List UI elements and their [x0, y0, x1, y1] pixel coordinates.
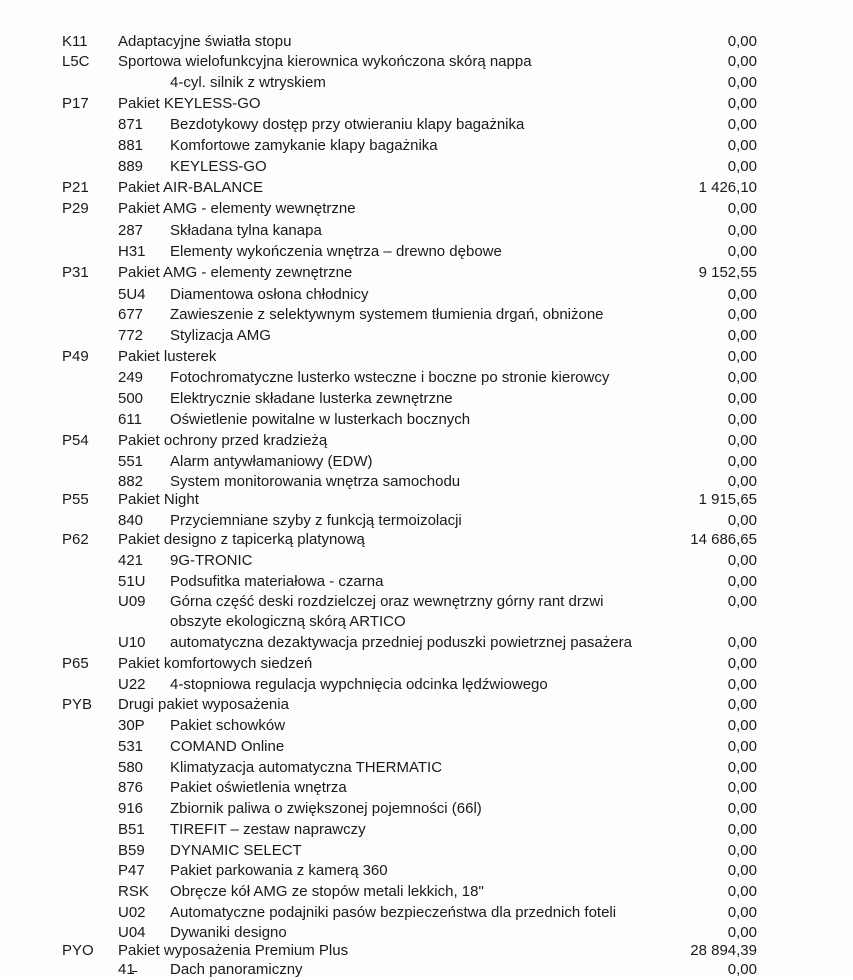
- option-price: 0,00: [727, 717, 757, 734]
- option-price: 9 152,55: [698, 264, 757, 281]
- option-description: automatyczna dezaktywacja przedniej poduszki powietrznej pasażera: [170, 634, 632, 651]
- list-item: [0, 263, 853, 283]
- option-price: 28 894,39: [690, 942, 757, 959]
- option-description: Klimatyzacja automatyczna THERMATIC: [170, 759, 443, 776]
- option-description: Składana tylna kanapa: [170, 222, 322, 239]
- option-price: 0,00: [727, 961, 757, 978]
- list-item: [0, 472, 853, 492]
- list-item: [0, 861, 853, 881]
- option-code: 531: [118, 738, 144, 755]
- option-description: Diamentowa osłona chłodnicy: [170, 286, 369, 303]
- option-description: Stylizacja AMG: [170, 327, 271, 344]
- option-price: 0,00: [727, 634, 757, 651]
- list-item: [0, 612, 853, 632]
- option-code: 287: [118, 222, 144, 239]
- list-item: [0, 368, 853, 388]
- list-item: [0, 551, 853, 571]
- option-description: Bezdotykowy dostęp przy otwieraniu klapy bagażnika: [170, 116, 525, 133]
- option-price: 0,00: [727, 432, 757, 449]
- option-description: 4-stopniowa regulacja wypchnięcia odcinka lędźwiowego: [170, 676, 548, 693]
- list-item: [0, 820, 853, 840]
- option-code: P55: [62, 491, 89, 508]
- option-price: 0,00: [727, 552, 757, 569]
- list-item: [0, 592, 853, 612]
- option-code: 5U4: [118, 286, 146, 303]
- option-price: 0,00: [727, 306, 757, 323]
- option-price: 0,00: [727, 200, 757, 217]
- list-item: [0, 511, 853, 531]
- option-code: P31: [62, 264, 89, 281]
- option-code: H31: [118, 243, 146, 260]
- list-item: [0, 737, 853, 757]
- list-item: [0, 305, 853, 325]
- option-description: Podsufitka materiałowa - czarna: [170, 573, 384, 590]
- option-price: 0,00: [727, 821, 757, 838]
- option-description: Elementy wykończenia wnętrza – drewno dębowe: [170, 243, 502, 260]
- option-price: 0,00: [727, 390, 757, 407]
- option-price: 0,00: [727, 453, 757, 470]
- list-item: [0, 882, 853, 902]
- option-description: DYNAMIC SELECT: [170, 842, 302, 859]
- option-price: 0,00: [727, 53, 757, 70]
- option-price: 0,00: [727, 676, 757, 693]
- option-code: 551: [118, 453, 144, 470]
- option-description: Pakiet oświetlenia wnętrza: [170, 779, 347, 796]
- option-description: Obręcze kół AMG ze stopów metali lekkich, 18": [170, 883, 484, 900]
- option-code: 421: [118, 552, 144, 569]
- option-description: Pakiet AMG - elementy wewnętrzne: [118, 200, 356, 217]
- option-description: Dach panoramiczny: [170, 961, 303, 978]
- option-code: P21: [62, 179, 89, 196]
- option-description: Przyciemniane szyby z funkcją termoizolacji: [170, 512, 462, 529]
- option-price: 0,00: [727, 904, 757, 921]
- option-code: PYB: [62, 696, 93, 713]
- option-description: Pakiet AMG - elementy zewnętrzne: [118, 264, 353, 281]
- list-item: [0, 73, 853, 93]
- list-item: [0, 716, 853, 736]
- option-code: P65: [62, 655, 89, 672]
- option-description-continued: obszyte ekologiczną skórą ARTICO: [170, 613, 406, 630]
- option-code: B51: [118, 821, 145, 838]
- option-description: System monitorowania wnętrza samochodu: [170, 473, 461, 490]
- option-price: 0,00: [727, 759, 757, 776]
- option-description: Zawieszenie z selektywnym systemem tłumienia drgań, obniżone: [170, 306, 604, 323]
- option-code: B59: [118, 842, 145, 859]
- option-description: Pakiet parkowania z kamerą 360: [170, 862, 388, 879]
- option-code: 51U: [118, 573, 146, 590]
- option-description: Pakiet ochrony przed kradzieżą: [118, 432, 328, 449]
- option-code: 840: [118, 512, 144, 529]
- option-price: 0,00: [727, 473, 757, 490]
- option-description: Komfortowe zamykanie klapy bagażnika: [170, 137, 438, 154]
- option-code: P29: [62, 200, 89, 217]
- option-code: U22: [118, 676, 146, 693]
- option-code: U09: [118, 593, 146, 610]
- option-price: 0,00: [727, 158, 757, 175]
- option-code: 882: [118, 473, 144, 490]
- list-item: [0, 572, 853, 592]
- option-price: 0,00: [727, 243, 757, 260]
- option-description: Oświetlenie powitalne w lusterkach bocznych: [170, 411, 471, 428]
- option-code: 500: [118, 390, 144, 407]
- option-code: U02: [118, 904, 146, 921]
- list-item: [0, 778, 853, 798]
- option-description: Sportowa wielofunkcyjna kierownica wykończona skórą nappa: [118, 53, 532, 70]
- option-code: 249: [118, 369, 144, 386]
- option-code: P54: [62, 432, 89, 449]
- option-description: 4-cyl. silnik z wtryskiem: [170, 74, 326, 91]
- option-code: RSK: [118, 883, 149, 900]
- option-code: 876: [118, 779, 144, 796]
- option-code: P62: [62, 531, 89, 548]
- list-item: [0, 242, 853, 262]
- option-code: 889: [118, 158, 144, 175]
- option-price: 1 915,65: [698, 491, 757, 508]
- option-code: U04: [118, 924, 146, 941]
- list-item: [0, 923, 853, 943]
- option-price: 0,00: [727, 800, 757, 817]
- list-item: [0, 452, 853, 472]
- option-price: 0,00: [727, 411, 757, 428]
- option-price: 0,00: [727, 369, 757, 386]
- list-item: [0, 758, 853, 778]
- option-description: Pakiet KEYLESS-GO: [118, 95, 261, 112]
- option-description: Pakiet wyposażenia Premium Plus: [118, 942, 349, 959]
- option-code: U10: [118, 634, 146, 651]
- option-price: 0,00: [727, 842, 757, 859]
- option-description: Alarm antywłamaniowy (EDW): [170, 453, 373, 470]
- option-code: P49: [62, 348, 89, 365]
- option-description: Górna część deski rozdzielczej oraz wewnętrzny górny rant drzwi: [170, 593, 604, 610]
- option-description: Pakiet designo z tapicerką platynową: [118, 531, 365, 548]
- option-price: 0,00: [727, 286, 757, 303]
- option-price: 0,00: [727, 33, 757, 50]
- option-description: TIREFIT – zestaw naprawczy: [170, 821, 366, 838]
- list-item: [0, 94, 853, 114]
- option-description: Elektrycznie składane lusterka zewnętrzne: [170, 390, 453, 407]
- option-description: Zbiornik paliwa o zwiększonej pojemności (66l): [170, 800, 482, 817]
- list-item: [0, 199, 853, 219]
- list-item: [0, 530, 853, 550]
- option-code: 772: [118, 327, 144, 344]
- option-price: 0,00: [727, 862, 757, 879]
- option-description: Automatyczne podajniki pasów bezpieczeństwa dla przednich foteli: [170, 904, 617, 921]
- list-item: [0, 799, 853, 819]
- option-price: 0,00: [727, 883, 757, 900]
- option-description: 9G-TRONIC: [170, 552, 253, 569]
- list-item: [0, 675, 853, 695]
- option-description: Drugi pakiet wyposażenia: [118, 696, 289, 713]
- list-item: [0, 490, 853, 510]
- list-item: [0, 431, 853, 451]
- list-item: [0, 410, 853, 430]
- option-description: Pakiet AIR-BALANCE: [118, 179, 264, 196]
- option-price: 0,00: [727, 593, 757, 610]
- option-description: KEYLESS-GO: [170, 158, 267, 175]
- option-price: 0,00: [727, 779, 757, 796]
- option-price: 0,00: [727, 924, 757, 941]
- list-item: [0, 903, 853, 923]
- option-price: 0,00: [727, 512, 757, 529]
- option-price: 1 426,10: [698, 179, 757, 196]
- option-code: 30P: [118, 717, 145, 734]
- list-item: [0, 285, 853, 305]
- list-item: [0, 52, 853, 72]
- option-code: P47: [118, 862, 145, 879]
- option-description: Pakiet komfortowych siedzeń: [118, 655, 313, 672]
- option-code: 871: [118, 116, 144, 133]
- option-price: 14 686,65: [690, 531, 757, 548]
- list-item: [0, 115, 853, 135]
- option-price: 0,00: [727, 95, 757, 112]
- option-description: Pakiet lusterek: [118, 348, 217, 365]
- option-description: COMAND Online: [170, 738, 285, 755]
- list-item: [0, 389, 853, 409]
- list-item: [0, 941, 853, 961]
- option-price: 0,00: [727, 655, 757, 672]
- option-code: 677: [118, 306, 144, 323]
- list-item: [0, 178, 853, 198]
- option-code: 580: [118, 759, 144, 776]
- option-code: 916: [118, 800, 144, 817]
- option-price: 0,00: [727, 738, 757, 755]
- list-item: [0, 347, 853, 367]
- option-code: 881: [118, 137, 144, 154]
- option-price: 0,00: [727, 696, 757, 713]
- list-item: [0, 136, 853, 156]
- list-item: [0, 841, 853, 861]
- option-price: 0,00: [727, 74, 757, 91]
- option-code: 611: [118, 411, 142, 428]
- option-price: 0,00: [727, 222, 757, 239]
- list-item: [0, 695, 853, 715]
- list-item: [0, 157, 853, 177]
- list-item: [0, 326, 853, 346]
- option-description: Adaptacyjne światła stopu: [118, 33, 292, 50]
- option-price: 0,00: [727, 348, 757, 365]
- option-code: 41̵: [118, 961, 135, 978]
- option-code: P17: [62, 95, 89, 112]
- option-code: L5C: [62, 53, 90, 70]
- option-price: 0,00: [727, 116, 757, 133]
- option-code: K11: [62, 33, 88, 50]
- list-item: [0, 32, 853, 52]
- option-description: Pakiet schowków: [170, 717, 286, 734]
- option-description: Pakiet Night: [118, 491, 199, 508]
- option-code: PYO: [62, 942, 94, 959]
- option-price: 0,00: [727, 327, 757, 344]
- option-description: Fotochromatyczne lusterko wsteczne i boczne po stronie kierowcy: [170, 369, 610, 386]
- option-price: 0,00: [727, 137, 757, 154]
- list-item: [0, 221, 853, 241]
- option-price: 0,00: [727, 573, 757, 590]
- option-description: Dywaniki designo: [170, 924, 287, 941]
- list-item: [0, 633, 853, 653]
- list-item: [0, 654, 853, 674]
- list-item: [0, 960, 853, 980]
